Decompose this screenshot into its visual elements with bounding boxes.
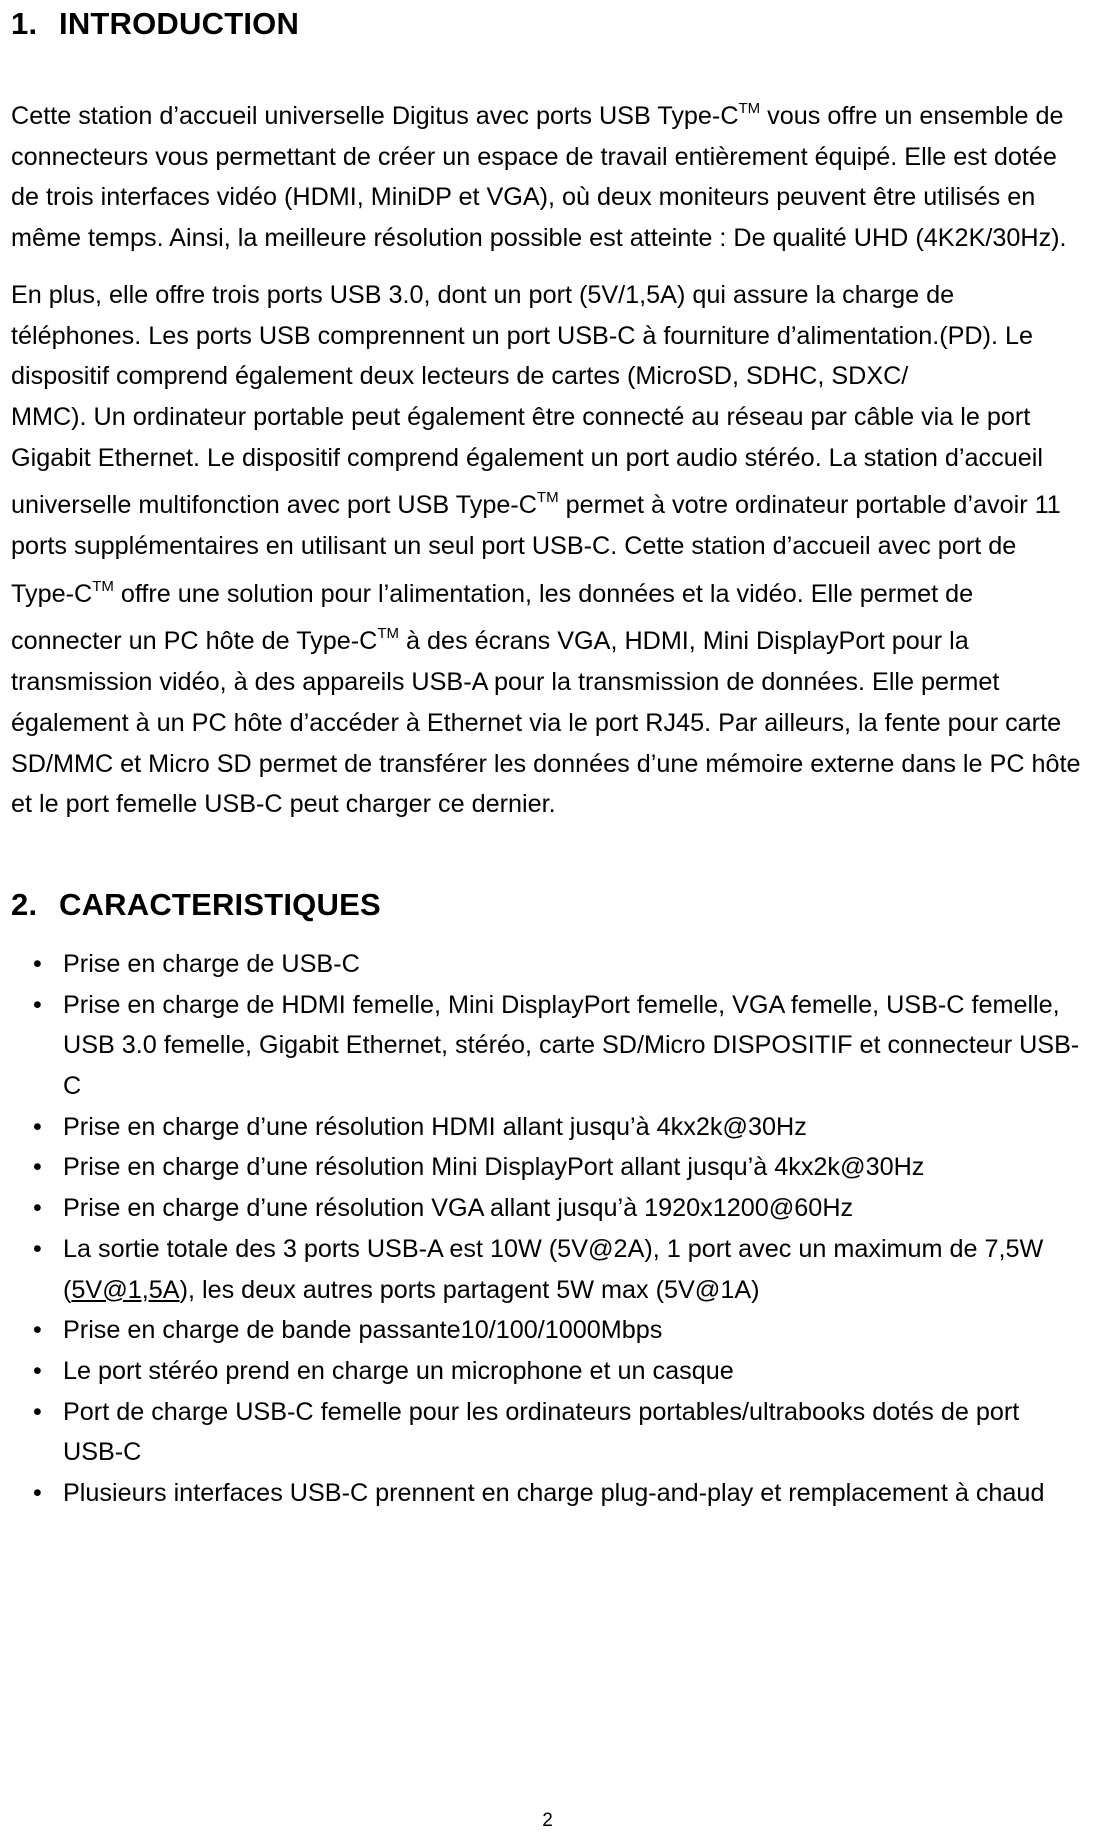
section-title: INTRODUCTION xyxy=(59,6,300,41)
section-title: CARACTERISTIQUES xyxy=(59,886,381,922)
list-item: • Le port stéréo prend en charge un microphone et un casque xyxy=(11,1351,1081,1392)
trademark-symbol: TM xyxy=(536,489,559,507)
features-list xyxy=(11,944,1081,1514)
page-number: 2 xyxy=(542,1810,553,1831)
list-item: • Prise en charge d’une résolution Mini DisplayPort allant jusqu’à 4kx2k@30Hz xyxy=(11,1147,1081,1188)
list-item: • Prise en charge de bande passante10/100/1000Mbps xyxy=(11,1310,1081,1351)
list-item: • Prise en charge de USB-C xyxy=(11,944,1081,985)
intro-text: permet à votre ordinateur portable d’avoir 11 ports supplémentaires en utilisant un seul port USB-C. Cette station d’accueil avec port de Type-C xyxy=(11,491,1061,608)
trademark-symbol: TM xyxy=(738,100,761,117)
list-item: • Port de charge USB-C femelle pour les ordinateurs portables/ultrabooks dotés de port USB-C xyxy=(11,1392,1081,1473)
list-item: • Prise en charge d’une résolution HDMI allant jusqu’à 4kx2k@30Hz xyxy=(11,1107,1081,1148)
feature-text: ), les deux autres ports partagent 5W max (5V@1A) xyxy=(179,1275,760,1304)
document-page xyxy=(11,0,1081,1514)
feature-text: La sortie totale des 3 ports USB-A est 10W (5V@2A), 1 port avec un maximum de 7,5W ( xyxy=(63,1234,1044,1304)
trademark-symbol: TM xyxy=(377,625,400,643)
intro-text: vous offre un ensemble de connecteurs vous permettant de créer un espace de travail entièrement équipé. Elle est dotée de trois interfaces vidéo (HDMI, MiniDP et VGA), où deux moniteurs peuvent être utilisés en même temps. Ainsi, la meilleure résolution possible est atteinte : De qualité UHD (4K2K/30Hz). xyxy=(11,102,1067,253)
section-number: 1. xyxy=(11,6,38,41)
section-heading-introduction xyxy=(11,2,1081,46)
section-heading-caracteristiques xyxy=(11,883,1081,927)
trademark-symbol: TM xyxy=(92,577,114,595)
intro-text: En plus, elle offre trois ports USB 3.0, dont un port (5V/1,5A) qui assure la charge de téléphones. Les ports USB comprennent un port USB-C à fourniture d’alimentation.(PD). Le dispositif comprend également deux lecteurs de cartes (MicroSD, SDHC, SDXC/ MMC). Un ordinateur portable peut également être connecté au réseau par câble via le port Gigabit Ethernet. Le dispositif comprend également un port audio stéréo. La station d’accueil universelle multifonction avec port USB Type-C xyxy=(11,280,1043,520)
intro-paragraph-1 xyxy=(11,89,1081,259)
list-item xyxy=(11,1229,1081,1310)
intro-text: offre une solution pour l’alimentation, les données et la vidéo. Elle permet de connecter un PC hôte de Type-C xyxy=(11,579,974,656)
intro-paragraph-2 xyxy=(11,275,1081,825)
list-item: • Prise en charge d’une résolution VGA allant jusqu’à 1920x1200@60Hz xyxy=(11,1188,1081,1229)
list-item: • Prise en charge de HDMI femelle, Mini DisplayPort femelle, VGA femelle, USB-C femelle, USB 3.0 femelle, Gigabit Ethernet, stéréo, carte SD/Micro DISPOSITIF et connecteur USB-C xyxy=(11,985,1081,1107)
list-item: • Plusieurs interfaces USB-C prennent en charge plug-and-play et remplacement à chaud xyxy=(11,1473,1081,1514)
underlined-value: 5V@1,5A xyxy=(71,1275,180,1304)
section-number: 2. xyxy=(11,886,38,922)
intro-text: à des écrans VGA, HDMI, Mini DisplayPort pour la transmission vidéo, à des appareils USB-A pour la transmission de données. Elle permet également à un PC hôte d’accéder à Ethernet via le port RJ45. Par ailleurs, la fente pour carte SD/MMC et Micro SD permet de transférer les données d’une mémoire externe dans le PC hôte et le port femelle USB-C peut charger ce dernier. xyxy=(11,627,1081,819)
intro-text: Cette station d’accueil universelle Digitus avec ports USB Type-C xyxy=(11,102,739,130)
